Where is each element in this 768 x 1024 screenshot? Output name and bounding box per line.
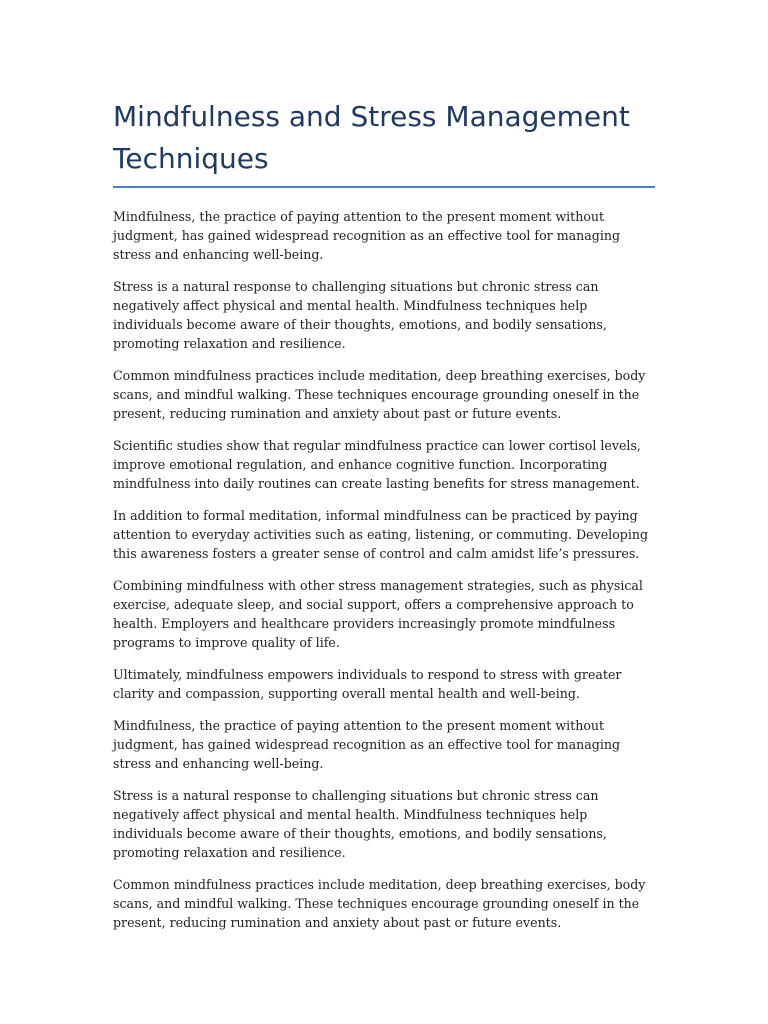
paragraph: Stress is a natural response to challenging situations but chronic stress can negatively affect physical and mental health. Mindfulness techniques help individuals become aware of their thoughts, emotions, and bodily sensations, promoting relaxation and resilience. (113, 279, 607, 351)
paragraph: Combining mindfulness with other stress management strategies, such as physical exercise, adequate sleep, and social support, offers a comprehensive approach to health. Employers and healthcare providers increasingly promote mindfulness programs to improve quality of life. (113, 578, 643, 650)
paragraph: Mindfulness, the practice of paying attention to the present moment without judgment, has gained widespread recognition as an effective tool for managing stress and enhancing well-being. (113, 209, 621, 262)
paragraph: Ultimately, mindfulness empowers individuals to respond to stress with greater clarity and compassion, supporting overall mental health and well-being. (113, 667, 622, 701)
document-title: Mindfulness and Stress Management Techniques (113, 100, 630, 175)
paragraph: Common mindfulness practices include meditation, deep breathing exercises, body scans, and mindful walking. These techniques encourage grounding oneself in the present, reducing rumination and anxiety about past or future events. (113, 368, 646, 421)
paragraph: Common mindfulness practices include meditation, deep breathing exercises, body scans, and mindful walking. These techniques encourage grounding oneself in the present, reducing rumination and anxiety about past or future events. (113, 877, 646, 930)
paragraph: Scientific studies show that regular mindfulness practice can lower cortisol levels, improve emotional regulation, and enhance cognitive function. Incorporating mindfulness into daily routines can create lasting benefits for stress management. (113, 438, 641, 491)
document-page (113, 96, 655, 945)
paragraph: In addition to formal meditation, informal mindfulness can be practiced by paying attention to everyday activities such as eating, listening, or commuting. Developing this awareness fosters a greater sense of control and calm amidst life’s pressures. (113, 508, 649, 561)
paragraph: Mindfulness, the practice of paying attention to the present moment without judgment, has gained widespread recognition as an effective tool for managing stress and enhancing well-being. (113, 718, 621, 771)
paragraph: Stress is a natural response to challenging situations but chronic stress can negatively affect physical and mental health. Mindfulness techniques help individuals become aware of their thoughts, emotions, and bodily sensations, promoting relaxation and resilience. (113, 788, 607, 860)
title-underline-rule (113, 186, 655, 188)
